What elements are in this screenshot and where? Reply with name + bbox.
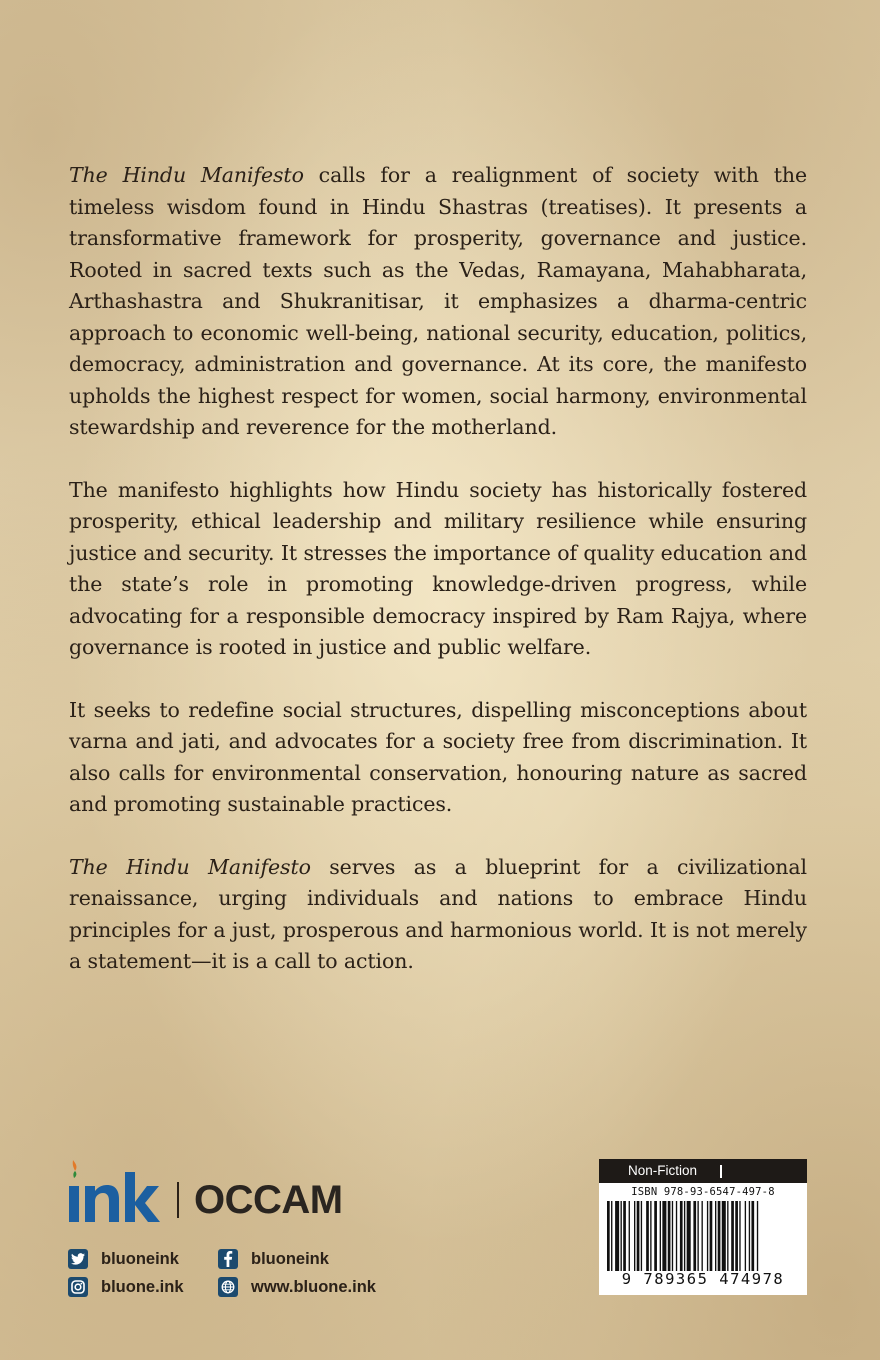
barcode-bar xyxy=(745,1201,746,1271)
barcode-bar xyxy=(623,1201,626,1271)
website-url: www.bluone.ink xyxy=(251,1277,376,1296)
barcode-bar xyxy=(615,1201,619,1271)
barcode-bar xyxy=(660,1201,661,1271)
instagram-icon xyxy=(68,1277,88,1297)
instagram-link[interactable] xyxy=(68,1275,184,1299)
twitter-handle: bluoneink xyxy=(101,1249,179,1268)
barcode-bar xyxy=(676,1201,677,1271)
blurb-paragraph-3: It seeks to redefine social structures, dispelling misconceptions about varna and jati, and advocates for a society free from discrimination. It also calls for environmental conservation, honouring nature as sacred and promoting sustainable practices. xyxy=(69,697,807,816)
blurb-paragraph-1-text: calls for a realignment of society with the timeless wisdom found in Hindu Shastras (treatises). It presents a transformative framework for prosperity, governance and justice. Rooted in sacred texts such as the Vedas, Ramayana, Mahabharata, Arthashastra and Shukranitisar, it emphasizes a dharma-centric approach to economic well-being, national security, education, politics, democracy, administration and governance. At its core, the manifesto upholds the highest respect for women, social harmony, environmental stewardship and reverence for the motherland. xyxy=(69,163,807,439)
barcode-bar xyxy=(751,1201,754,1271)
barcode-bar xyxy=(634,1201,635,1271)
barcode-bar xyxy=(697,1201,698,1271)
barcode-bar xyxy=(654,1201,657,1271)
facebook-icon xyxy=(218,1249,238,1269)
website-link[interactable] xyxy=(218,1275,376,1299)
barcode-bar xyxy=(715,1201,716,1271)
publisher-logos xyxy=(66,1158,386,1238)
barcode-bar xyxy=(668,1201,671,1271)
blurb-paragraph-2: The manifesto highlights how Hindu society has historically fostered prosperity, ethical leadership and military resilience while ensuring justice and security. It stresses the importance of quality education and the state’s role in promoting knowledge-driven progress, while advocating for a responsible democracy inspired by Ram Rajya, where governance is rooted in justice and public welfare. xyxy=(69,477,807,659)
ink-logo xyxy=(66,1158,162,1228)
facebook-handle: bluoneink xyxy=(251,1249,329,1268)
twitter-link[interactable] xyxy=(68,1247,179,1271)
blurb-paragraph-1 xyxy=(69,160,807,444)
isbn-label: ISBN 978-93-6547-497-8 xyxy=(631,1186,775,1198)
barcode-bar xyxy=(662,1201,666,1271)
barcode-bar xyxy=(607,1201,610,1271)
barcode-bar xyxy=(672,1201,673,1271)
globe-icon xyxy=(218,1277,238,1297)
barcode-bar xyxy=(621,1201,622,1271)
barcode-bar xyxy=(757,1201,758,1271)
genre-separator xyxy=(720,1165,722,1178)
occam-logo: OCCAM xyxy=(194,1178,343,1222)
barcode-bar xyxy=(684,1201,685,1271)
barcode-digits: 9 789365 474978 xyxy=(621,1270,785,1288)
back-cover-blurb xyxy=(69,160,807,1009)
barcode-bar xyxy=(650,1201,651,1271)
barcode-bar xyxy=(693,1201,696,1271)
genre-label: Non-Fiction xyxy=(628,1163,698,1178)
barcode-bar xyxy=(641,1201,642,1271)
barcode-bar xyxy=(722,1201,726,1271)
barcode-bar xyxy=(680,1201,683,1271)
isbn-barcode-block xyxy=(599,1159,807,1295)
barcode-bar xyxy=(749,1201,750,1271)
barcode-bar xyxy=(702,1201,703,1271)
facebook-link[interactable] xyxy=(218,1247,329,1271)
blurb-paragraph-4 xyxy=(69,852,807,978)
barcode-bar xyxy=(739,1201,740,1271)
barcode-bar xyxy=(637,1201,640,1271)
barcode-bar xyxy=(718,1201,721,1271)
logo-divider xyxy=(177,1182,179,1218)
genre-bar xyxy=(599,1159,807,1183)
barcode-bar xyxy=(727,1201,728,1271)
blurb-paragraph-4-text: serves as a blueprint for a civilizational renaissance, urging individuals and nations to embrace Hindu principles for a just, prosperous and harmonious world. It is not merely a statement—it is a call to action. xyxy=(69,854,807,973)
barcode-bar xyxy=(646,1201,649,1271)
instagram-handle: bluone.ink xyxy=(101,1277,184,1296)
barcode-bar xyxy=(687,1201,691,1271)
barcode-bar xyxy=(731,1201,734,1271)
twitter-icon xyxy=(68,1249,88,1269)
book-title-italic: The Hindu Manifesto xyxy=(69,854,311,879)
barcode-bar xyxy=(735,1201,738,1271)
barcode-bar xyxy=(710,1201,713,1271)
book-title-italic: The Hindu Manifesto xyxy=(69,163,304,187)
barcode-bar xyxy=(707,1201,708,1271)
barcode-bar xyxy=(611,1201,612,1271)
barcode-bars xyxy=(605,1201,801,1271)
barcode-bar xyxy=(629,1201,630,1271)
